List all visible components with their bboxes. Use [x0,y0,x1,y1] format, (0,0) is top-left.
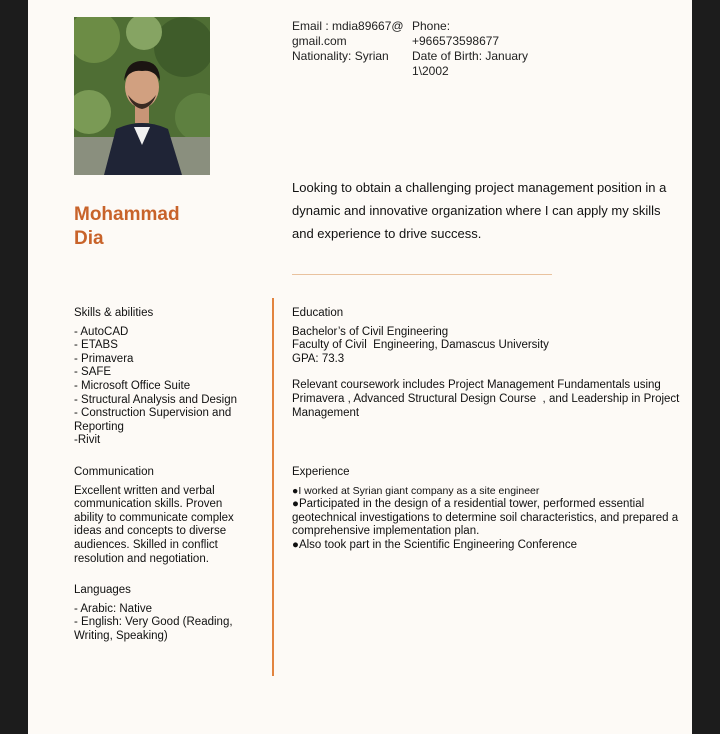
skills-heading: Skills & abilities [74,307,154,319]
profile-photo-image [74,17,210,175]
contact-column-left [292,19,410,64]
communication-text: Excellent written and verbal communication skills. Proven ability to communicate complex ideas and concepts to diverse audiences. Skilled in conflict resolution and negotiation. [74,484,237,565]
experience-section [292,466,682,553]
profile-photo [74,17,210,175]
experience-item: ●I worked at Syrian giant company as a site engineer [292,484,540,497]
column-divider [272,298,274,676]
candidate-name [74,203,254,251]
skill-item: - Microsoft Office Suite [74,379,191,392]
skill-item: - Primavera [74,352,134,365]
skill-item: - Structural Analysis and Design [74,393,237,406]
languages-heading: Languages [74,584,131,596]
skill-item: - ETABS [74,339,118,352]
name-first: Mohammad [74,204,180,225]
languages-section [74,584,254,643]
email-line-1: Email : mdia89667@ [292,19,404,33]
skill-item: - Construction Supervision and Reporting [74,407,235,433]
communication-heading: Communication [74,466,154,478]
education-section [292,307,682,420]
objective-statement: Looking to obtain a challenging project management position in a dynamic and innovative organization where I can apply my skills and experience to drive success. [292,180,667,241]
skills-section [74,307,254,448]
resume-page [28,0,692,734]
education-gpa: GPA: 73.3 [292,352,345,365]
skills-list [74,326,254,448]
experience-heading: Experience [292,466,350,478]
language-item: - English: Very Good (Reading, Writing, Speaking) [74,616,236,642]
dob-line-1: Date of Birth: January [412,49,529,63]
phone-value: +966573598677 [412,34,500,48]
language-item: - Arabic: Native [74,602,152,615]
name-last: Dia [74,228,104,249]
email-line-2: gmail.com [292,34,347,48]
nationality: Nationality: Syrian [292,49,389,63]
education-heading: Education [292,307,344,319]
communication-section [74,466,254,566]
experience-item: ●Participated in the design of a residential tower, performed essential geotechnical investigations to determine soil characteristics, and prepared a comprehensive implementation plan. [292,498,682,538]
dob-line-2: 1\2002 [412,64,449,78]
phone-label: Phone: [412,19,451,33]
contact-column-right [412,19,552,79]
section-divider [292,274,552,275]
skill-item: - AutoCAD [74,325,129,338]
experience-item: ●Also took part in the Scientific Engineering Conference [292,538,578,551]
education-faculty: Faculty of Civil Engineering, Damascus University [292,339,549,352]
education-degree: Bachelor’s of Civil Engineering [292,325,449,338]
skill-item: -Rivit [74,434,101,447]
skill-item: - SAFE [74,366,112,379]
education-coursework: Relevant coursework includes Project Management Fundamentals using Primavera , Advanced Structural Design Course , and Leadership in Project Management [292,379,683,419]
